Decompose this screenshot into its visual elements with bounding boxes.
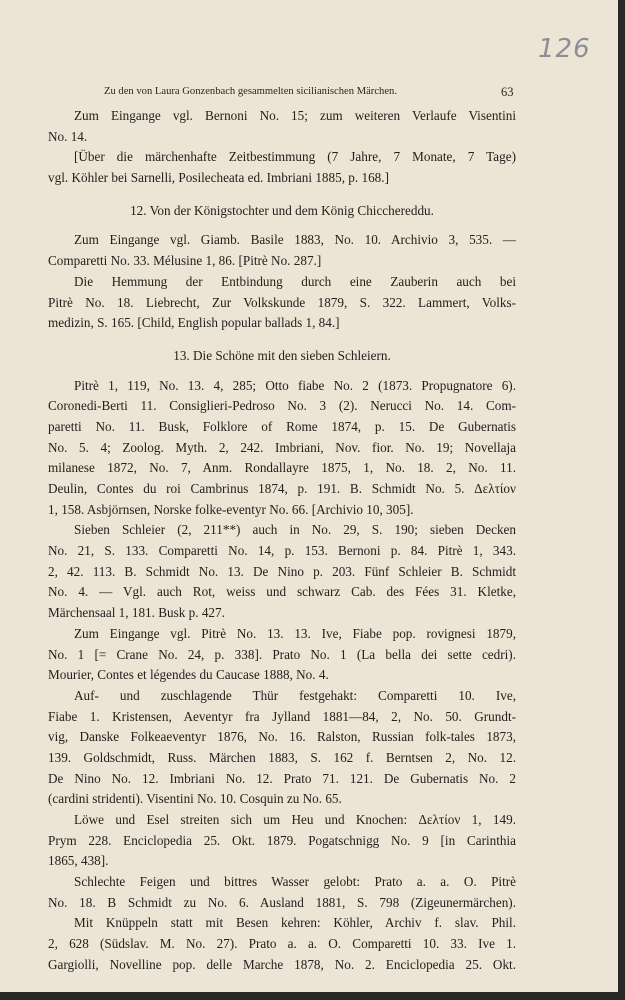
text-line: De Nino No. 12. Imbriani No. 12. Prato 71. 121. De Gubernatis No. 2 xyxy=(48,770,516,786)
page-number: 63 xyxy=(501,85,514,99)
text-line: No. 5. 4; Zoolog. Myth. 2, 242. Imbriani, Nov. fior. No. 19; Novellaja xyxy=(48,439,516,455)
text-line: paretti No. 11. Busk, Folklore of Rome 1874, p. 15. De Gubernatis xyxy=(48,418,516,434)
section-heading-12: 12. Von der Königstochter und dem König Chicchereddu. xyxy=(130,202,434,218)
text-line: vig, Danske Folkeaeventyr 1876, No. 16. Ralston, Russian folk-tales 1873, xyxy=(48,729,516,745)
text-line: Fiabe 1. Kristensen, Aeventyr fra Jylland 1881—84, 2, No. 50. Grundt- xyxy=(48,708,516,724)
section-heading-13: 13. Die Schöne mit den sieben Schleiern. xyxy=(173,347,391,363)
text-line: Pitrè No. 18. Liebrecht, Zur Volkskunde 1879, S. 322. Lammert, Volks- xyxy=(48,294,516,310)
pencil-folio-number: 126 xyxy=(538,34,591,64)
text-line: milanese 1872, No. 7, Anm. Rondallayre 1875, 1, No. 18. 2, No. 11. xyxy=(48,460,516,476)
text-line: Comparetti No. 33. Mélusine 1, 86. [Pitrè No. 287.] xyxy=(48,253,322,269)
running-head xyxy=(0,86,618,102)
text-line: Mit Knüppeln statt mit Besen kehren: Köhler, Archiv f. slav. Phil. xyxy=(74,915,516,931)
text-line: 2, 628 (Südslav. M. No. 27). Prato a. a. O. Comparetti 10. 33. Ive 1. xyxy=(48,936,516,952)
text-line: 139. Goldschmidt, Russ. Märchen 1883, S. 162 f. Berntsen 2, No. 12. xyxy=(48,749,516,765)
text-line: Die Hemmung der Entbindung durch eine Zauberin auch bei xyxy=(74,273,516,289)
text-line: Coronedi-Berti 11. Consiglieri-Pedroso No. 3 (2). Nerucci No. 14. Com- xyxy=(48,398,516,414)
text-line: medizin, S. 165. [Child, English popular ballads 1, 84.] xyxy=(48,315,340,331)
running-head-title: Zu den von Laura Gonzenbach gesammelten sicilianischen Märchen. xyxy=(104,86,397,97)
text-line: Mourier, Contes et légendes du Caucase 1888, No. 4. xyxy=(48,667,329,683)
text-line: 2, 42. 113. B. Schmidt No. 13. De Nino p. 203. Fünf Schleier B. Schmidt xyxy=(48,563,516,579)
text-line: 1, 158. Asbjörnsen, Norske folke-eventyr No. 66. [Archivio 10, 305]. xyxy=(48,501,414,517)
text-line: Sieben Schleier (2, 211**) auch in No. 29, S. 190; sieben Decken xyxy=(74,522,516,538)
text-line: Gargiolli, Novelline pop. delle Marche 1878, No. 2. Enciclopedia 25. Okt. xyxy=(48,956,516,972)
text-line: Prym 228. Enciclopedia 25. Okt. 1879. Pogatschnigg No. 9 [in Carinthia xyxy=(48,832,516,848)
text-line: Zum Eingange vgl. Bernoni No. 15; zum weiteren Verlaufe Visentini xyxy=(74,108,516,123)
text-line: [Über die märchenhafte Zeitbestimmung (7 Jahre, 7 Monate, 7 Tage) xyxy=(74,149,516,165)
text-line: No. 18. B Schmidt zu No. 6. Ausland 1881, S. 798 (Zigeunermärchen). xyxy=(48,894,516,910)
text-line: Pitrè 1, 119, No. 13. 4, 285; Otto fiabe No. 2 (1873. Propugnatore 6). xyxy=(74,377,516,393)
text-line: Deulin, Contes du roi Cambrinus 1874, p. 191. B. Schmidt No. 5. Δελτίον xyxy=(48,481,516,496)
text-line: Auf- und zuschlagende Thür festgehakt: Comparetti 10. Ive, xyxy=(74,687,516,703)
text-line: Schlechte Feigen und bittres Wasser gelobt: Prato a. a. O. Pitrè xyxy=(74,874,516,890)
text-line: 1865, 438]. xyxy=(48,853,109,869)
text-line: No. 4. — Vgl. auch Rot, weiss und schwarz Cab. des Fées 31. Kletke, xyxy=(48,584,516,600)
text-line: No. 21, S. 133. Comparetti No. 14, p. 153. Bernoni p. 84. Pitrè 1, 343. xyxy=(48,543,516,559)
text-line: Zum Eingange vgl. Pitrè No. 13. 13. Ive, Fiabe pop. rovignesi 1879, xyxy=(74,625,516,641)
text-line: Zum Eingange vgl. Giamb. Basile 1883, No. 10. Archivio 3, 535. — xyxy=(74,232,516,248)
text-line: No. 14. xyxy=(48,128,88,144)
text-line: (cardini stridenti). Visentini No. 10. Cosquin zu No. 65. xyxy=(48,791,342,807)
page-body xyxy=(48,106,516,976)
text-line: Löwe und Esel streiten sich um Heu und Knochen: Δελτίον 1, 149. xyxy=(74,812,516,827)
text-line: Märchensaal 1, 181. Busk p. 427. xyxy=(48,605,225,621)
text-line: vgl. Köhler bei Sarnelli, Posilecheata ed. Imbriani 1885, p. 168.] xyxy=(48,170,389,186)
text-line: No. 1 [= Crane No. 24, p. 338]. Prato No. 1 (La bella dei sette cedri). xyxy=(48,646,516,662)
